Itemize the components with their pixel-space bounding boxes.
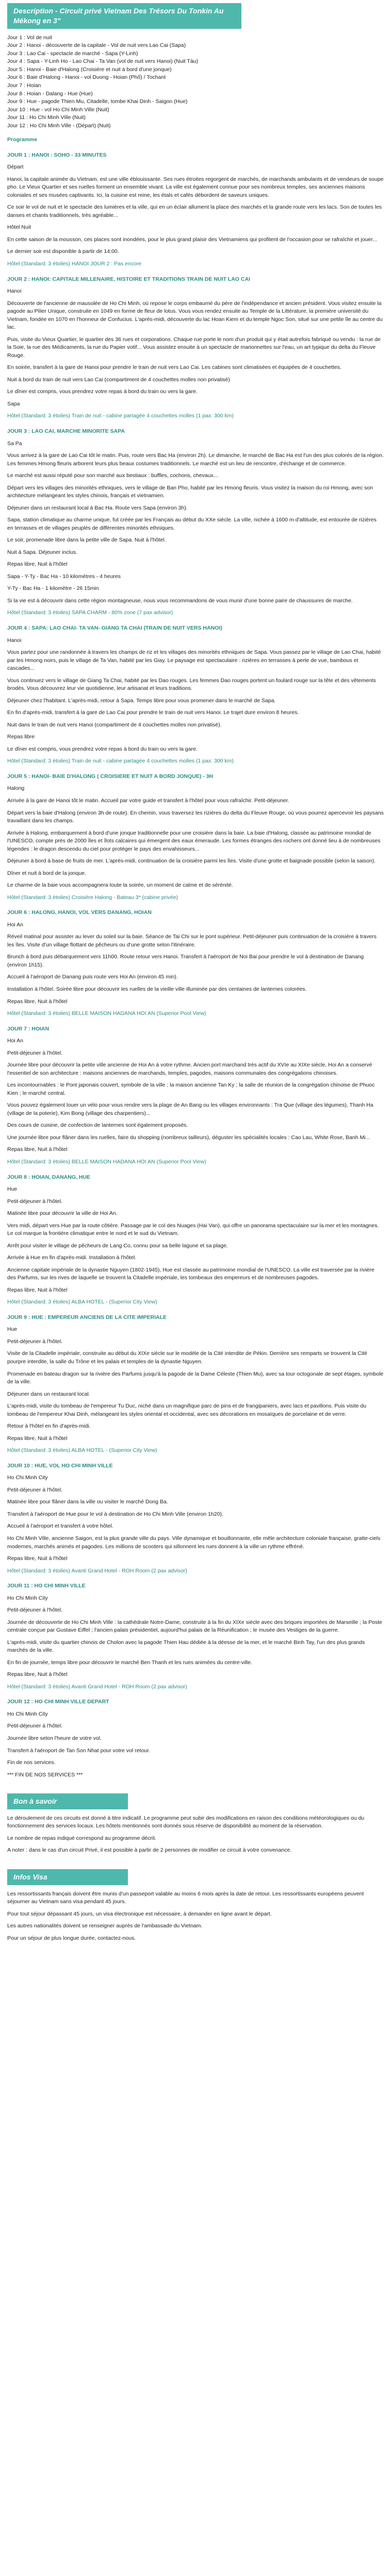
day-body [7, 785, 384, 902]
day-paragraph: Si la vie est à découvrir dans cette région montagneuse, nous vous recommandons de vous munir d'une bonne paire de chaussures de marche. [7, 597, 353, 604]
day-heading: JOUR 8 : HOIAN, DANANG, HUE [7, 1174, 91, 1180]
summary-line: Jour 4 : Sapa - Y-Linh Ho - Lao Chai - Ta Van (vol de nuit vers Hanoi) (Nuit Tàu) [7, 58, 199, 65]
day-body [7, 440, 384, 618]
day-paragraph: Repas libre, Nuit à l'hôtel [7, 1146, 68, 1153]
day-paragraph: Déjeuner dans un restaurant local à Bac Ha. Route vers Sapa (environ 3h). [7, 504, 188, 511]
day-paragraph: Petit-déjeuner à l'hôtel. [7, 1049, 63, 1056]
infos-visa-paragraph: Pour un séjour de plus longue durée, contactez-nous. [7, 1935, 136, 1941]
day-paragraph: Le dîner est compris, vous prendrez votre repas à bord du train ou vers la gare. [7, 745, 198, 752]
day-body [7, 163, 384, 268]
hotel-line: Hôtel (Standard: 3 étoiles) Croisière Halong - Bateau 3* (cabine privée) [7, 894, 178, 901]
day-paragraph: Accueil à l'aéroport et transfert à votre hôtel. [7, 1523, 113, 1530]
day-heading: JOUR 9 : HUE : EMPEREUR ANCIENS DE LA CITE IMPERIALE [7, 1314, 167, 1320]
bon-a-savoir-paragraph: Le déroulement de ces circuits est donné à titre indicatif. Le programme peut subir des modifications en raison des conditions météorologiques ou du fonctionnement des services locaux. Les hôtels mentionnés sont donnés sous réserve de disponibilité au moment de la réservation. [7, 1815, 365, 1829]
day-block [7, 1025, 384, 1166]
summary-line: Jour 3 : Lao Cai - spectacle de marché - Sapa (Y-Linh) [7, 50, 138, 57]
day-paragraph: L'après-midi, visite du quartier chinois de Cholon avec la pagode Thien Hau dédiée à la déesse de la mer, et le marché Binh Tay, l'un des plus grands marchés de la ville. [7, 1639, 365, 1654]
day-heading: JOUR 10 : HUE, VOL HO CHI MINH VILLE [7, 1462, 113, 1469]
day-paragraph: Sapa - Y-Ty - Bac Ha - 10 kilomètres - 4 heures [7, 573, 121, 580]
day-paragraph: Retour à l'hôtel en fin d'après-midi. [7, 1423, 91, 1430]
day-paragraph: Petit-déjeuner à l'hôtel. [7, 1723, 63, 1730]
day-paragraph: Une journée libre pour flâner dans les ruelles, faire du shopping (nombreux tailleurs), déguster les spécialités locales : Cao Lau, White Rose, Banh Mi... [7, 1134, 370, 1141]
day-paragraph: Visite de la Citadelle impériale, construite au début du XIXe siècle sur le modèle de la Cité interdite de Pékin. Derrière ses remparts se trouvent la Cité pourpre interdite, la salle du Trône et les palais et temples de la dynastie Nguyen. [7, 1350, 367, 1365]
day-paragraph: Réveil matinal pour assister au lever du soleil sur la baie. Séance de Tai Chi sur le pont supérieur. Petit-déjeuner puis continuation de la croisière à travers les îles. Visite d'un village flottant de pêcheurs ou d'une grotte selon l'itinéraire. [7, 934, 377, 948]
itinerary-summary [7, 34, 384, 130]
day-block [7, 1582, 384, 1691]
summary-line: Jour 12 : Ho Chi Minh Ville - (Départ) (Nuit) [7, 122, 111, 129]
day-paragraph: Hue [7, 1326, 18, 1333]
day-paragraph: Nuit à Sapa. Déjeuner inclus. [7, 549, 77, 555]
day-paragraph: Hue [7, 1186, 18, 1193]
day-paragraph: Ho Chi Minh City [7, 1475, 48, 1481]
day-paragraph: En cette saison de la mousson, ces places sont inondées, pour le plus grand plaisir des Vietnamiens qui profitent de l'occasion pour se rafraîchir et jouer... [7, 236, 377, 243]
day-paragraph: Repas libre, Nuit à l'hôtel [7, 998, 68, 1005]
day-paragraph: Arrivée à Halong, embarquement à bord d'une jonque traditionnelle pour une croisière dans la baie. La baie d'Halong, classée au patrimoine mondial de l'UNESCO, compte près de 2000 îles et îlots calcaires qui émergent des eaux émeraude. Les formes étranges des rochers ont donné lieu à de nombreuses légendes : le dragon descendu du ciel pour protéger le pays des envahisseurs... [7, 829, 381, 852]
page-title: Description - Circuit privé Vietnam Des Trésors Du Tonkin Au Mékong en 3" [7, 3, 241, 29]
infos-visa-heading: Infos Visa [7, 1869, 128, 1885]
day-paragraph: Petit-déjeuner à l'hôtel. [7, 1198, 63, 1205]
infos-visa-body [7, 1890, 384, 1943]
day-paragraph: Journée libre selon l'heure de votre vol. [7, 1735, 102, 1741]
day-paragraph: En fin de journée, temps libre pour découvrir le marché Ben Thanh et les rues animées du centre-ville. [7, 1659, 252, 1666]
bon-a-savoir-heading: Bon à savoir [7, 1793, 128, 1809]
day-paragraph: En soirée, transfert à la gare de Hanoi pour prendre le train de nuit vers Lao Cai. Les cabines sont climatisées et équipées de 4 couchettes. [7, 364, 341, 371]
day-heading: JOUR 2 : HANOI: CAPITALE MILLENAIRE, HISTOIRE ET TRADITIONS TRAIN DE NUIT LAO CAI [7, 276, 250, 282]
page [0, 3, 391, 1942]
day-paragraph: Ancienne capitale impériale de la dynastie Nguyen (1802-1945), Hue est classée au patrimoine mondial de l'UNESCO. La ville est traversée par la rivière des Parfums, sur les rives de laquelle se trouvent la Citadelle impériale, les tombeaux des empereurs et de nombreuses pagodes. [7, 1266, 374, 1281]
day-body [7, 1474, 384, 1575]
hotel-line: Hôtel (Standard: 3 étoiles) SAPA CHARM - 80% zone (7 pax advisor) [7, 609, 173, 616]
day-paragraph: Brunch à bord puis débarquement vers 11h00. Route retour vers Hanoi. Transfert à l'aéroport de Noi Bai pour prendre le vol à destination de Danang (environ 1h15). [7, 954, 364, 968]
bon-a-savoir-paragraph: Le nombre de repas indiqué correspond au programme décrit. [7, 1835, 156, 1841]
day-block [7, 909, 384, 1018]
day-paragraph: Repas libre [7, 734, 35, 740]
day-block [7, 151, 384, 268]
day-paragraph: Arrêt pour visiter le village de pêcheurs de Lang Co, connu pour sa belle lagune et sa plage. [7, 1242, 228, 1249]
day-paragraph: Hanoi, la capitale animée du Vietnam, est une ville éblouissante. Ses rues étroites regorgent de marchés, de marchands ambulants et de vendeurs de soupe pho. Le Vieux Quartier et ses ruelles forment un ensemble vivant. La ville est également connue pour ses nombreux temples, ses anciennes maisons coloniales et ses musées captivants. Ici, la cuisine est reine, les étals et cafés débordent de saveurs uniques. [7, 176, 384, 198]
day-paragraph: Journée libre pour découvrir la petite ville ancienne de Hoi An à votre rythme. Ancien port marchand très actif du XVIe au XIXe siècle, Hoi An a conservé l'essentiel de son architecture : maisons anciennes de marchands, temples, pagodes, maisons communales des congrégations chinoises. [7, 1062, 372, 1076]
day-paragraph: Nuit dans le train de nuit vers Hanoi (compartiment de 4 couchettes molles non privatisé). [7, 721, 222, 728]
hotel-line: Hôtel (Standard: 3 étoiles) ALBA HOTEL - (Superior City View) [7, 1447, 157, 1454]
day-paragraph: Matinée libre pour découvrir la ville de Hoi An. [7, 1210, 118, 1217]
bon-a-savoir-body [7, 1815, 384, 1855]
day-body [7, 921, 384, 1018]
day-paragraph: Vous partez pour une randonnée à travers les champs de riz et les villages des minorités ethniques de Sapa. Vous passez par le village de Lao Chai, habité par les Hmong noirs, puis le village de Ta Van, habité par les Giay. Le paysage est spectaculaire : rizières en terrasses à perte de vue, bambous et cascades... [7, 649, 381, 672]
day-paragraph: Déjeuner chez l'habitant. L'après-midi, retour à Sapa. Temps libre pour vous promener dans le marché de Sapa. [7, 697, 276, 704]
day-block [7, 1462, 384, 1575]
day-paragraph: Sa Pa [7, 440, 22, 447]
hotel-line: Hôtel (Standard: 3 étoiles) HANOI JOUR 2 : Pas encore [7, 261, 142, 267]
day-paragraph: Petit-déjeuner à l'hôtel. [7, 1338, 63, 1345]
day-paragraph: Départ vers les villages des minorités ethniques, vers le village de Ban Pho, habité par les Hmong fleuris. Vous visitez la maison du roi Hmong, avec son architecture mélangeant les styles chinois, français et vietnamien. [7, 484, 373, 499]
day-paragraph: Déjeuner dans un restaurant local. [7, 1391, 90, 1397]
day-heading: JOUR 11 : HO CHI MINH VILLE [7, 1583, 86, 1589]
summary-line: Jour 8 : Hoian - Dalang - Hue (Hue) [7, 90, 93, 97]
day-block [7, 773, 384, 902]
day-heading: JOUR 6 : HALONG, HANOI, VOL VERS DANANG, HOIAN [7, 909, 152, 916]
hotel-line: Hôtel (Standard: 3 étoiles) Train de nuit - cabine partagée 4 couchettes molles (1 pax: 300 km) [7, 758, 234, 765]
day-paragraph: Vers midi, départ vers Hue par la route côtière. Passage par le col des Nuages (Hai Van), qui offre un panorama spectaculaire sur la mer et les montagnes. Le col marque la frontière climatique entre le nord et le sud du Vietnam. [7, 1222, 379, 1237]
day-paragraph: Ho Chi Minh City [7, 1595, 48, 1601]
day-block [7, 624, 384, 766]
hotel-line: Hôtel (Standard: 3 étoiles) Avanti Grand Hotel - ROH Room (2 pax advisor) [7, 1683, 187, 1690]
day-heading: JOUR 5 : HANOI- BAIE D'HALONG ( CROISIERE ET NUIT A BORD JONQUE) - 3H [7, 773, 213, 779]
day-paragraph: Fin de nos services. [7, 1759, 56, 1766]
day-body [7, 1037, 384, 1166]
summary-line: Jour 6 : Baie d'Halong - Hanoi - vol Duong - Hoian (Phố) / Tochant [7, 74, 166, 81]
day-heading: JOUR 12 : HO CHI MINH VILLE DEPART [7, 1699, 109, 1705]
day-paragraph: Journée de découverte de Ho Chi Minh Ville : la cathédrale Notre-Dame, construite à la fin du XIXe siècle avec des briques importées de Marseille ; la Poste centrale conçue par Gustave Eiffel ; l'ancien palais présidentiel, aujourd'hui palais de la Réunification ; le musée des Vestiges de la guerre. [7, 1619, 383, 1634]
day-paragraph: Des cours de cuisine, de confection de lanternes sont également proposés. [7, 1122, 188, 1129]
day-body [7, 1326, 384, 1454]
day-paragraph: Repas libre, Nuit à l'hôtel [7, 1435, 68, 1442]
day-paragraph: Le marché est aussi réputé pour son marché aux bestiaux : buffles, cochons, chevaux... [7, 472, 218, 479]
day-heading: JOUR 1 : HANOI : SOHO - 33 MINUTES [7, 151, 107, 158]
day-paragraph: Promenade en bateau dragon sur la rivière des Parfums jusqu'à la pagode de la Dame Céleste (Thien Mu), avec sa tour octogonale de sept étages, symbole de la ville. [7, 1370, 384, 1385]
infos-visa-paragraph: Pour tout séjour dépassant 45 jours, un visa électronique est nécessaire, à demander en ligne avant le départ. [7, 1910, 272, 1917]
day-paragraph: Ho Chi Minh City [7, 1710, 48, 1717]
summary-line: Jour 7 : Hoian [7, 82, 41, 89]
day-heading: JOUR 3 : LAO CAI, MARCHE MINORITE SAPA [7, 428, 125, 434]
hotel-line: Hôtel (Standard: 3 étoiles) BELLE MAISON HADANA HOI AN (Superior Pool View) [7, 1010, 206, 1017]
day-paragraph: Découverte de l'ancienne de mausolée de Ho Chi Minh, où repose le corps embaumé du père de l'indépendance et ancien président. Vous visitez ensuite la pagode au Pilier Unique, construite en 1049 en forme de fleur de lotus. Vous vous rendez ensuite au Temple de la Littérature, la première université du Vietnam, fondée en 1070 en l'honneur de Confucius. L'après-midi, découverte du lac Hoan Kiem et du temple Ngoc Son, situé sur une petite île au centre du lac. [7, 300, 383, 331]
day-paragraph: Le dîner est compris, vous prendrez votre repas à bord du train ou vers la gare. [7, 388, 198, 395]
programme-heading: Programme [7, 137, 38, 143]
day-paragraph: Le dernier soir est disponible à partir de 14:00. [7, 248, 119, 255]
day-paragraph: Ho Chi Minh Ville, ancienne Saigon, est la plus grande ville du pays. Ville dynamique et bouillonnante, elle mêle architecture coloniale française, gratte-ciels modernes, marchés animés et pagodes. Les millions de scooters qui sillonnent les rues donnent à la ville un rythme effréné. [7, 1535, 381, 1550]
hotel-line: Hôtel (Standard: 3 étoiles) Avanti Grand Hotel - ROH Room (2 pax advisor) [7, 1567, 187, 1574]
day-paragraph: Nuit à bord du train de nuit vers Lao Cai (compartiment de 4 couchettes molles non privatisé) [7, 376, 230, 383]
day-paragraph: Y-Ty - Bac Ha - 1 kilomètre - 26 15min [7, 585, 99, 592]
day-paragraph: Hôtel Nuit [7, 224, 31, 231]
day-paragraph: Transfert à l'aéroport de Hue pour le vol à destination de Ho Chi Minh Ville (environ 1h20). [7, 1511, 223, 1517]
day-paragraph: Accueil à l'aéroport de Danang puis route vers Hoi An (environ 45 min). [7, 974, 178, 980]
day-block [7, 1698, 384, 1779]
hotel-line: Hôtel (Standard: 3 étoiles) BELLE MAISON HADANA HOI AN (Superior Pool View) [7, 1158, 206, 1165]
day-body [7, 287, 384, 420]
day-paragraph: Arrivée à la gare de Hanoi tôt le matin. Accueil par votre guide et transfert à l'hôtel pour vous rafraîchir. Petit-déjeuner. [7, 797, 289, 804]
summary-line: Jour 5 : Hanoi - Baie d'Halong (Croisière et nuit à bord d'une jonque) [7, 66, 172, 73]
day-paragraph: *** FIN DE NOS SERVICES *** [7, 1771, 83, 1778]
day-paragraph: Petit-déjeuner à l'hôtel. [7, 1486, 63, 1493]
day-paragraph: Ce soir le vol de nuit et le spectacle des lumières et la ville, qui en un éclair allument la place des marchés et la grande route vers les lacs. Son de toutes les danses et chants traditionnels, très agréable... [7, 204, 382, 218]
bon-a-savoir-paragraph: A noter : dans le cas d'un circuit Privé, il est possible à partir de 2 personnes de modifier ce circuit à votre convenance. [7, 1847, 292, 1854]
day-paragraph: Dîner et nuit à bord de la jonque. [7, 870, 86, 876]
day-paragraph: Le charme de la baie vous accompagnera toute la soirée, un moment de calme et de sérénité. [7, 882, 233, 889]
day-paragraph: L'après-midi, visite du tombeau de l'empereur Tu Duc, niché dans un magnifique parc de pins et de frangipaniers, avec lacs et pavillons. Puis visite du tombeau de l'empereur Khai Dinh, mélangeant les styles oriental et occidental, avec ses décorations en mosaïques de porcelaine et de verre. [7, 1403, 367, 1417]
infos-visa-paragraph: Les ressortissants français doivent être munis d'un passeport valable au moins 6 mois après la date de retour. Les ressortissants européens peuvent séjourner au Vietnam sans visa pendant 45 jours. [7, 1890, 364, 1905]
summary-line: Jour 10 : Hue - vol Ho Chi Minh Ville (Nuit) [7, 106, 109, 113]
day-paragraph: Repas libre, Nuit à l'hôtel [7, 561, 68, 568]
day-paragraph: Hanoi [7, 637, 22, 643]
day-paragraph: Hanoi [7, 288, 22, 295]
summary-line: Jour 2 : Hanoi - découverte de la capitale - Vol de nuit vers Lao Cai (Sapa) [7, 42, 186, 49]
day-paragraph: Vous continuez vers le village de Giang Ta Chai, habité par les Dao rouges. Les femmes Dao rouges portent un foulard rouge sur la tête et des vêtements brodés. Vous découvrez leur vie quotidienne, leur artisanat et leurs traditions. [7, 677, 376, 692]
day-heading: JOUR 7 : HOIAN [7, 1025, 50, 1032]
day-body [7, 1595, 384, 1691]
hotel-line: Hôtel (Standard: 3 étoiles) Train de nuit - cabine partagée 4 couchettes molles (1 pax: 300 km) [7, 413, 234, 419]
day-body [7, 1185, 384, 1307]
day-paragraph: Puis, visite du Vieux Quartier, le quartier des 36 rues et corporations. Chaque rue porte le nom d'un produit qui y était autrefois fabriqué ou vendu : la rue de la Soie, la rue des Médicaments, la rue du Papier votif... Vous assistez ensuite à un spectacle de marionnettes sur l'eau, un art typique du delta du Fleuve Rouge. [7, 336, 381, 359]
day-heading: JOUR 4 : SAPA: LAO CHAI- TA VAN- GIANG TA CHAI (TRAIN DE NUIT VERS HANOI) [7, 625, 222, 631]
day-paragraph: Les incontournables : le Pont japonais couvert, symbole de la ville ; la maison ancienne Tan Ky ; la salle de réunion de la congrégation chinoise de Phuoc Kien ; le marché central. [7, 1082, 375, 1096]
day-body [7, 637, 384, 766]
programme-days [7, 151, 384, 1779]
day-paragraph: Le soir, promenade libre dans la petite ville de Sapa. Nuit à l'hôtel. [7, 537, 166, 544]
day-paragraph: Matinée libre pour flâner dans la ville ou visiter le marché Dong Ba. [7, 1499, 168, 1505]
day-paragraph: Repas libre, Nuit à l'hôtel [7, 1286, 68, 1293]
day-paragraph: Hoi An [7, 921, 23, 928]
day-paragraph: Vous arrivez à la gare de Lao Cai tôt le matin. Puis, route vers Bac Ha (environ 2h). Le dimanche, le marché de Bac Ha est l'un des plus colorés de la région. Les femmes Hmong fleuris arborent leurs plus beaux costumes traditionnels. Le marché est un lieu de rencontre, d'échange et de commerce. [7, 452, 384, 467]
day-paragraph: Hoi An [7, 1038, 23, 1044]
day-paragraph: Petit-déjeuner à l'hôtel. [7, 1607, 63, 1614]
day-body [7, 1710, 384, 1779]
infos-visa-paragraph: Les autres nationalités doivent se renseigner auprès de l'ambassade du Vietnam. [7, 1923, 203, 1929]
day-block [7, 428, 384, 617]
day-block [7, 276, 384, 420]
day-paragraph: Départ vers la baie d'Halong (environ 3h de route). En chemin, vous traversez les rizières du delta du Fleuve Rouge, où vous pourrez apercevoir les paysans travaillant dans les champs. [7, 809, 384, 824]
day-paragraph: Départ [7, 164, 24, 171]
day-block [7, 1314, 384, 1455]
day-paragraph: Vous pouvez également louer un vélo pour vous rendre vers la plage de An Bang ou les villages environnants : Tra Que (village des légumes), Thanh Ha (village de la poterie), Kim Bong (village des charpentiers)... [7, 1102, 373, 1116]
day-paragraph: Transfert à l'aéroport de Tan Son Nhat pour votre vol retour. [7, 1747, 150, 1754]
hotel-line: Hôtel (Standard: 3 étoiles) ALBA HOTEL - (Superior City View) [7, 1299, 157, 1306]
day-paragraph: Halong [7, 785, 25, 792]
day-paragraph: Sapa, station climatique au charme unique, fut créée par les Français au début du XXe siècle. La ville, nichée à 1600 m d'altitude, est entourée de rizières en terrasses et de villages peuplés de différentes minorités ethniques. [7, 517, 377, 531]
day-paragraph: En fin d'après-midi, transfert à la gare de Lao Cai pour prendre le train de nuit vers Hanoi. Le trajet dure environ 8 heures. [7, 709, 299, 716]
day-paragraph: Repas libre, Nuit à l'hôtel [7, 1555, 68, 1562]
day-paragraph: Arrivée à Hue en fin d'après-midi. Installation à l'hôtel. [7, 1255, 137, 1261]
day-paragraph: Installation à l'hôtel. Soirée libre pour découvrir les ruelles de la vieille ville illuminée par des centaines de lanternes colorées. [7, 986, 307, 992]
summary-line: Jour 1 : Vol de nuit [7, 34, 52, 41]
summary-line: Jour 9 : Hue - pagode Thien Mu, Citadelle, tombe Khai Dinh - Saigon (Hue) [7, 98, 188, 105]
summary-line: Jour 11 : Ho Chi Minh Ville (Nuit) [7, 114, 86, 121]
day-paragraph: Déjeuner à bord à base de fruits de mer. L'après-midi, continuation de la croisière parmi les îles. Visite d'une grotte et baignade possible (selon la saison). [7, 858, 376, 865]
day-block [7, 1174, 384, 1307]
day-paragraph: Repas libre, Nuit à l'hôtel [7, 1671, 68, 1678]
day-paragraph: Sapa [7, 400, 20, 407]
